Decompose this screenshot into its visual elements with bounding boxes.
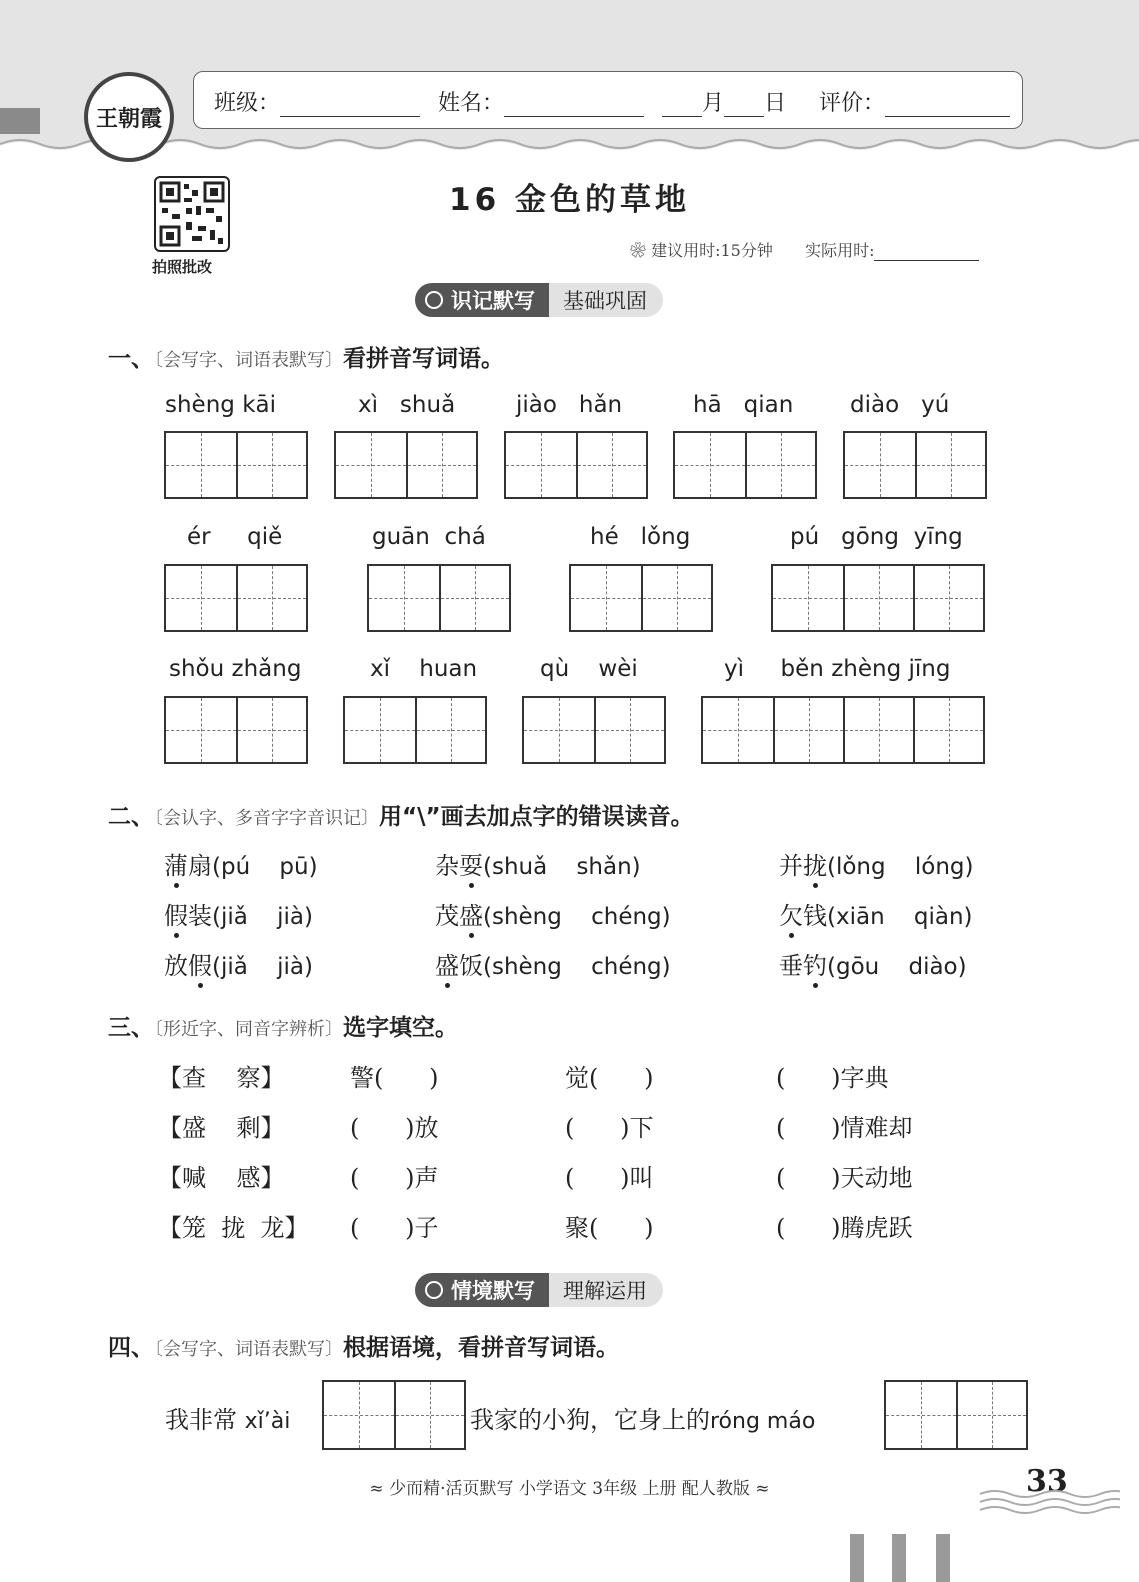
day-label: 日 <box>764 91 787 116</box>
writing-grid[interactable] <box>343 696 487 764</box>
char-group: 【查 察】 <box>158 1064 285 1092</box>
pinyin-label: ér qiě <box>187 524 283 550</box>
q2-text: 用“\”画去加点字的错误读音。 <box>379 804 694 830</box>
fill-blank[interactable]: 聚( ) <box>565 1214 654 1242</box>
writing-grid[interactable] <box>164 431 308 499</box>
fill-blank[interactable]: ( )腾虎跃 <box>776 1214 913 1242</box>
character: 耍 <box>459 852 483 880</box>
pinyin-label: jiào hǎn <box>516 392 623 418</box>
pinyin-options: (jiǎ jià) <box>212 904 313 930</box>
q4-text: 根据语境，看拼音写词语。 <box>343 1335 619 1361</box>
character: 钓 <box>803 952 827 980</box>
q1-text: 看拼音写词语。 <box>343 346 504 372</box>
pinyin-options: (shèng chéng) <box>483 904 671 930</box>
character: 垂 <box>779 952 803 980</box>
pinyin-options: (gōu diào) <box>827 954 967 980</box>
character: 茂 <box>435 902 459 930</box>
evaluation-field[interactable] <box>819 86 1010 117</box>
logo-text: 王朝霞 <box>95 105 162 132</box>
char-group: 【盛 剩】 <box>158 1114 285 1142</box>
month-label: 月 <box>702 91 725 116</box>
student-info-box <box>193 71 1023 129</box>
pronunciation-item[interactable] <box>435 946 671 981</box>
writing-grid[interactable] <box>334 431 478 499</box>
sentence-part <box>165 1400 290 1435</box>
pronunciation-item[interactable] <box>164 896 313 931</box>
pinyin-options: (lǒng lóng) <box>827 854 974 880</box>
pinyin-label: qù wèi <box>540 656 638 682</box>
pinyin-label: hā qian <box>693 392 794 418</box>
pronunciation-item[interactable] <box>779 946 967 981</box>
section-header-apply <box>415 1273 663 1307</box>
question-2 <box>108 798 694 831</box>
fill-blank[interactable]: ( )天动地 <box>776 1164 913 1192</box>
name-field[interactable] <box>438 86 644 117</box>
pinyin-label: hé lǒng <box>590 524 691 550</box>
section-header-basic <box>415 283 663 317</box>
q2-number: 二、 <box>108 804 154 830</box>
character: 饭 <box>459 952 483 980</box>
character: 假 <box>164 902 188 930</box>
fill-blank[interactable]: ( )下 <box>565 1114 654 1142</box>
sentence-text-a: 我非常 <box>165 1406 237 1434</box>
page-number: 33 <box>1026 1464 1068 1499</box>
wave-divider <box>0 138 1139 162</box>
flower-icon: ❀ <box>630 241 647 260</box>
section-light-label: 理解运用 <box>563 1279 647 1303</box>
writing-grid[interactable] <box>673 431 817 499</box>
character: 装 <box>188 902 212 930</box>
class-label: 班级： <box>214 91 281 116</box>
q3-tag: 〔形近字、同音字辨析〕 <box>154 1019 343 1040</box>
character: 蒲 <box>164 852 188 880</box>
date-field[interactable] <box>662 86 786 117</box>
sentence-pinyin-a: xǐ’ài <box>244 1409 291 1434</box>
fill-blank[interactable]: ( )字典 <box>776 1064 889 1092</box>
class-field[interactable] <box>214 86 420 117</box>
pinyin-label: pú gōng yīng <box>790 524 963 550</box>
question-3 <box>108 1009 458 1042</box>
edge-tab <box>0 108 40 134</box>
section-dark-label: 识记默写 <box>451 289 535 313</box>
suggested-time: 建议用时:15分钟 <box>651 241 773 260</box>
pinyin-options: (jiǎ jià) <box>212 954 313 980</box>
pronunciation-item[interactable] <box>435 846 641 881</box>
pronunciation-item[interactable] <box>164 946 313 981</box>
character: 盛 <box>459 902 483 930</box>
q3-number: 三、 <box>108 1015 154 1041</box>
character: 拢 <box>803 852 827 880</box>
character: 钱 <box>803 902 827 930</box>
pinyin-label: shǒu zhǎng <box>169 656 302 682</box>
page-title: 16 金色的草地 <box>449 182 690 218</box>
section-light-label: 基础巩固 <box>563 289 647 313</box>
writing-grid[interactable] <box>843 431 987 499</box>
q1-tag: 〔会写字、词语表默写〕 <box>154 350 343 371</box>
pronunciation-item[interactable] <box>435 896 671 931</box>
evaluation-label: 评价： <box>819 91 886 116</box>
name-label: 姓名： <box>438 91 505 116</box>
pinyin-label: shèng kāi <box>165 392 277 418</box>
qr-label: 拍照批改 <box>152 258 213 276</box>
time-hint <box>630 238 979 261</box>
writing-grid[interactable] <box>771 564 985 632</box>
writing-grid[interactable] <box>701 696 985 764</box>
pinyin-label: diào yú <box>850 392 950 418</box>
character: 放 <box>164 952 188 980</box>
q2-tag: 〔会认字、多音字字音识记〕 <box>154 808 379 829</box>
char-group: 【笼 拢 龙】 <box>158 1214 309 1242</box>
brand-logo <box>84 72 174 162</box>
pinyin-options: (xiān qiàn) <box>827 904 973 930</box>
character: 并 <box>779 852 803 880</box>
pinyin-label: xì shuǎ <box>358 392 456 418</box>
fill-blank[interactable]: ( )声 <box>350 1164 439 1192</box>
edge-marker <box>936 1534 950 1582</box>
edge-marker <box>850 1534 864 1582</box>
character: 欠 <box>779 902 803 930</box>
pinyin-options: (shèng chéng) <box>483 954 671 980</box>
actual-time-label: 实际用时: <box>805 241 875 260</box>
char-group: 【喊 感】 <box>158 1164 285 1192</box>
q1-number: 一、 <box>108 346 154 372</box>
footer-wave <box>980 1486 1120 1516</box>
character: 杂 <box>435 852 459 880</box>
footer: ≈ 少而精·活页默写 小学语文 3年级 上册 配人教版 ≈ <box>369 1479 770 1499</box>
medal-icon <box>425 291 443 309</box>
q4-tag: 〔会写字、词语表默写〕 <box>154 1339 343 1360</box>
section-dark-label: 情境默写 <box>451 1279 535 1303</box>
medal-icon <box>425 1281 443 1299</box>
question-4 <box>108 1329 619 1362</box>
q4-number: 四、 <box>108 1335 154 1361</box>
fill-blank[interactable]: ( )情难却 <box>776 1114 913 1142</box>
sentence-part <box>470 1400 815 1435</box>
pinyin-options: (pú pū) <box>212 854 318 880</box>
pronunciation-item[interactable] <box>779 896 973 931</box>
fill-blank[interactable]: 觉( ) <box>565 1064 654 1092</box>
question-1 <box>108 340 504 373</box>
writing-grid[interactable] <box>322 1380 466 1450</box>
pinyin-label: yì běn zhèng jīng <box>724 656 951 682</box>
character: 扇 <box>188 852 212 880</box>
edge-marker <box>892 1534 906 1582</box>
pinyin-options: (shuǎ shǎn) <box>483 854 641 880</box>
writing-grid[interactable] <box>164 564 308 632</box>
q3-text: 选字填空。 <box>343 1015 458 1041</box>
writing-grid[interactable] <box>884 1380 1028 1450</box>
fill-blank[interactable]: ( )子 <box>350 1214 439 1242</box>
sentence-text-b: 我家的小狗，它身上的 <box>470 1406 710 1434</box>
pronunciation-item[interactable] <box>779 846 973 881</box>
pinyin-label: xǐ huan <box>370 656 478 682</box>
writing-grid[interactable] <box>569 564 713 632</box>
pinyin-label: guān chá <box>372 524 486 550</box>
pronunciation-item[interactable] <box>164 846 318 881</box>
writing-grid[interactable] <box>367 564 511 632</box>
character: 假 <box>188 952 212 980</box>
character: 盛 <box>435 952 459 980</box>
fill-blank[interactable]: ( )放 <box>350 1114 439 1142</box>
writing-grid[interactable] <box>164 696 308 764</box>
sentence-pinyin-b: róng máo <box>710 1409 816 1434</box>
fill-blank[interactable]: ( )叫 <box>565 1164 654 1192</box>
writing-grid[interactable] <box>504 431 648 499</box>
writing-grid[interactable] <box>522 696 666 764</box>
fill-blank[interactable]: 警( ) <box>350 1064 439 1092</box>
